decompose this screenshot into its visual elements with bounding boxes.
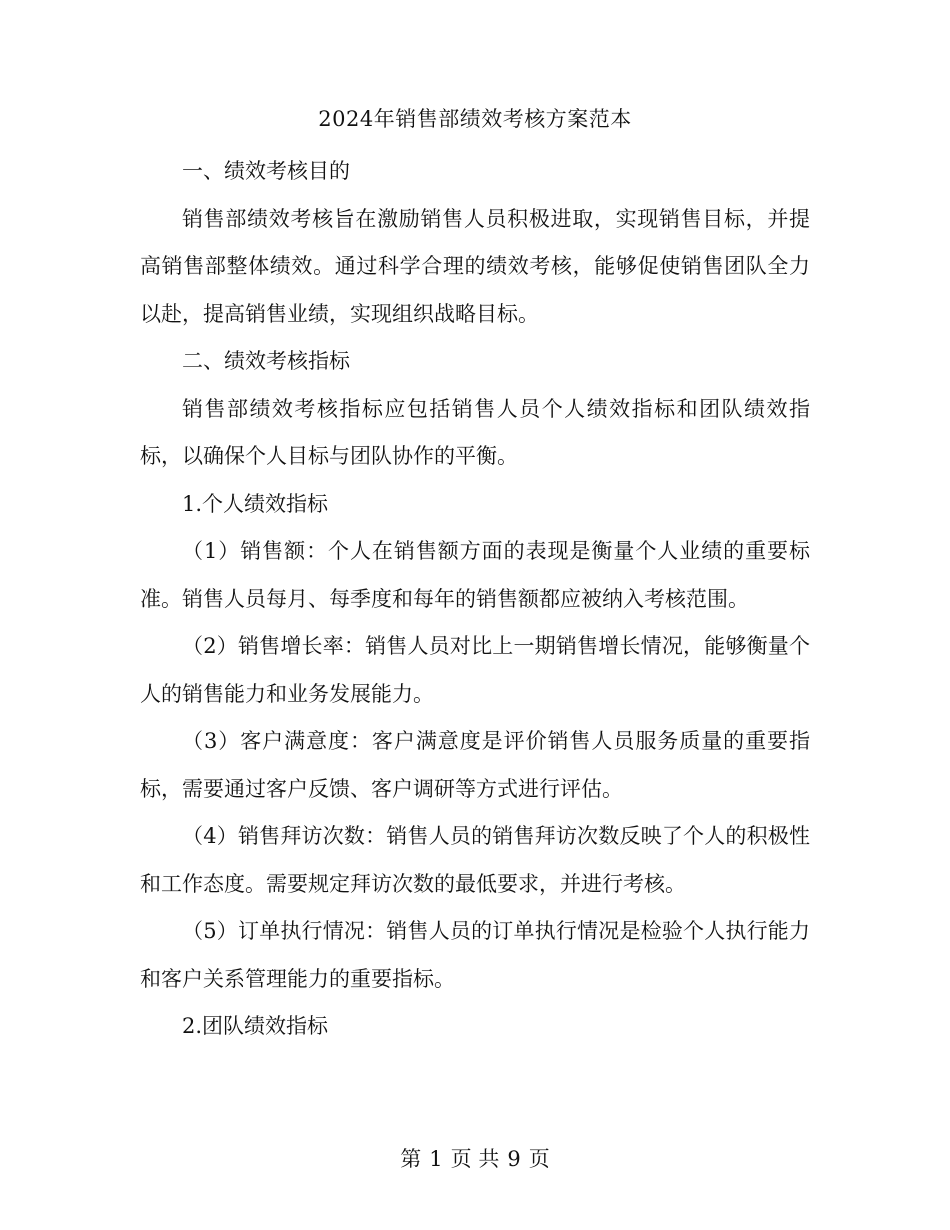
paragraph-indicators: 销售部绩效考核指标应包括销售人员个人绩效指标和团队绩效指标，以确保个人目标与团队协作的平衡。 (140, 396, 810, 468)
footer-total-pages: 9 (507, 1147, 521, 1171)
paragraph-visits: （4）销售拜访次数：销售人员的销售拜访次数反映了个人的积极性和工作态度。需要规定拜访次数的最低要求，并进行考核。 (140, 824, 810, 896)
paragraph-sales-amount: （1）销售额：个人在销售额方面的表现是衡量个人业绩的重要标准。销售人员每月、每季度和每年的销售额都应被纳入考核范围。 (140, 539, 810, 611)
document-title: 2024年销售部绩效考核方案范本 (318, 107, 632, 131)
subheading-individual: 1.个人绩效指标 (182, 491, 329, 516)
paragraph-purpose: 销售部绩效考核旨在激励销售人员积极进取，实现销售目标，并提高销售部整体绩效。通过科学合理的绩效考核，能够促使销售团队全力以赴，提高销售业绩，实现组织战略目标。 (140, 206, 810, 326)
footer-prefix: 第 (400, 1147, 422, 1171)
paragraph-satisfaction: （3）客户满意度：客户满意度是评价销售人员服务质量的重要指标，需要通过客户反馈、客户调研等方式进行评估。 (140, 729, 810, 801)
section-heading-indicators: 二、绩效考核指标 (182, 349, 350, 373)
footer-suffix: 页 (528, 1147, 550, 1171)
footer-middle: 页 共 (450, 1147, 500, 1171)
footer-page-number: 1 (429, 1147, 443, 1171)
paragraph-growth-rate: （2）销售增长率：销售人员对比上一期销售增长情况，能够衡量个人的销售能力和业务发展能力。 (140, 634, 810, 706)
page-footer (0, 1143, 950, 1175)
subheading-team: 2.团队绩效指标 (182, 1014, 329, 1038)
document-body (140, 148, 810, 1051)
section-heading-purpose: 一、绩效考核目的 (182, 159, 350, 183)
paragraph-orders: （5）订单执行情况：销售人员的订单执行情况是检验个人执行能力和客户关系管理能力的重要指标。 (140, 919, 810, 991)
